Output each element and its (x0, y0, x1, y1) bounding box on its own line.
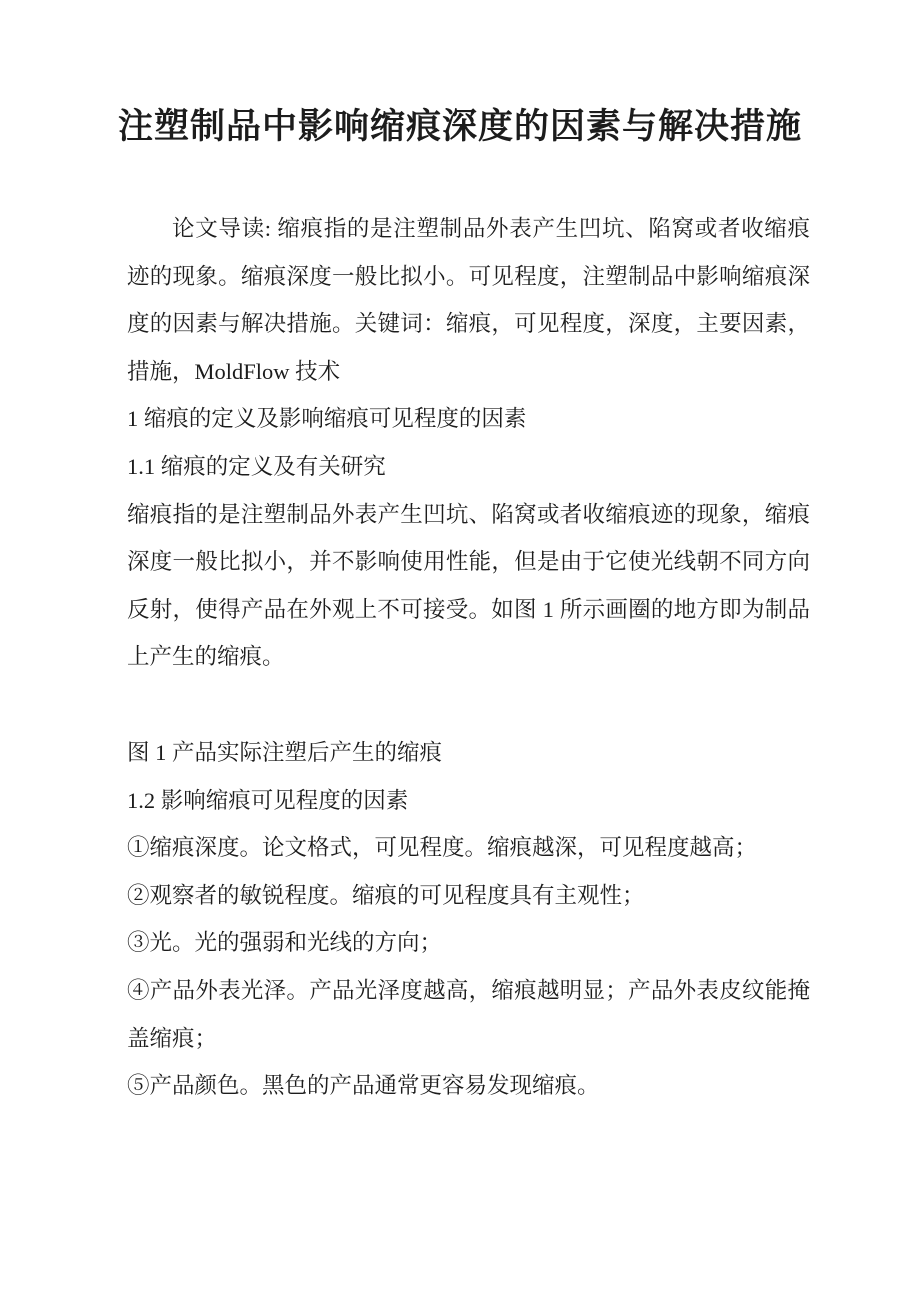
empty-line (127, 681, 810, 729)
paragraph-definition: 缩痕指的是注塑制品外表产生凹坑、陷窝或者收缩痕迹的现象，缩痕深度一般比拟小，并不影响使用性能，但是由于它使光线朝不同方向反射，使得产品在外观上不可接受。如图 1 所示画圈的地方即为制品上产生的缩痕。 (127, 501, 810, 670)
heading-section-1-1: 1.1 缩痕的定义及有关研究 (127, 453, 386, 479)
factor-item-5: ⑤产品颜色。黑色的产品通常更容易发现缩痕。 (127, 1073, 600, 1099)
factor-item-2: ②观察者的敏锐程度。缩痕的可见程度具有主观性； (127, 882, 645, 908)
paragraph-intro: 论文导读: 缩痕指的是注塑制品外表产生凹坑、陷窝或者收缩痕迹的现象。缩痕深度一般比拟小。可见程度，注塑制品中影响缩痕深度的因素与解决措施。关键词：缩痕，可见程度，深度，主要因素，措施，MoldFlow 技术 (127, 216, 810, 384)
factor-item-3: ③光。光的强弱和光线的方向； (127, 930, 443, 956)
heading-section-1: 1 缩痕的定义及影响缩痕可见程度的因素 (127, 406, 527, 432)
doc-title: 注塑制品中影响缩痕深度的因素与解决措施 (117, 107, 802, 146)
factor-item-1: ①缩痕深度。论文格式，可见程度。缩痕越深，可见程度越高； (127, 835, 758, 861)
factor-item-4: ④产品外表光泽。产品光泽度越高，缩痕越明显；产品外表皮纹能掩盖缩痕； (127, 977, 810, 1051)
document-body (0, 205, 920, 1110)
figure-1-caption: 图 1 产品实际注塑后产生的缩痕 (127, 739, 443, 765)
heading-section-1-2: 1.2 影响缩痕可见程度的因素 (127, 787, 409, 813)
